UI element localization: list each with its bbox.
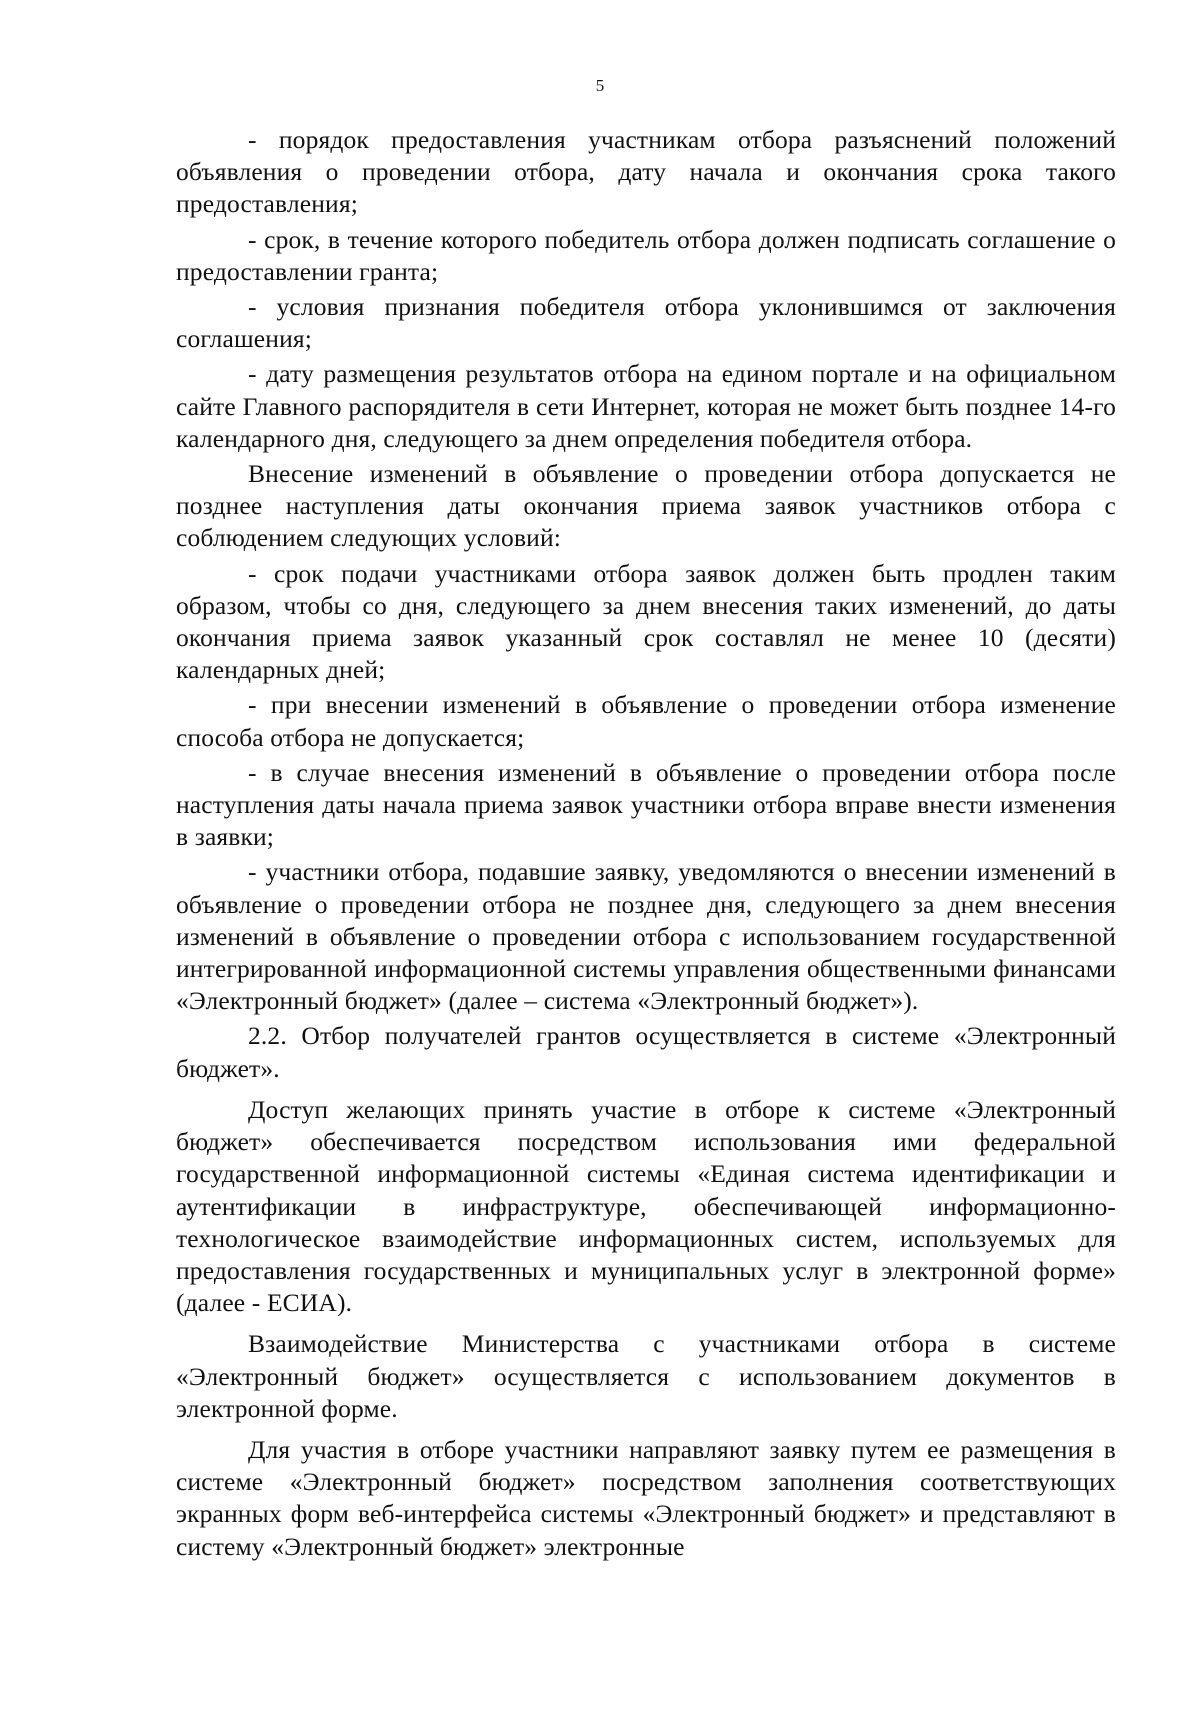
- paragraph: - условия признания победителя отбора уклонившимся от заключения соглашения;: [176, 292, 1116, 354]
- paragraph: - участники отбора, подавшие заявку, уведомляются о внесении изменений в объявление о проведении отбора не позднее дня, следующего за днем внесения изменений в объявление о проведении отбора с использованием государственной интегрированной информационной системы управления общественными финансами «Электронный бюджет» (далее – система «Электронный бюджет»).: [176, 857, 1116, 1016]
- paragraph: - в случае внесения изменений в объявление о проведении отбора после наступления даты начала приема заявок участники отбора вправе внести изменения в заявки;: [176, 757, 1116, 852]
- paragraph: - срок, в течение которого победитель отбора должен подписать соглашение о предоставлении гранта;: [176, 224, 1116, 286]
- paragraph: - срок подачи участниками отбора заявок должен быть продлен таким образом, чтобы со дня, следующего за днем внесения таких изменений, до даты окончания приема заявок указанный срок составлял не менее 10 (десяти) календарных дней;: [176, 558, 1116, 685]
- section-paragraph: 2.2. Отбор получателей грантов осуществляется в системе «Электронный бюджет».: [176, 1021, 1116, 1083]
- paragraph: - дату размещения результатов отбора на едином портале и на официальном сайте Главного распорядителя в сети Интернет, которая не может быть позднее 14-го календарного дня, следующего за днем определения победителя отбора.: [176, 359, 1116, 453]
- paragraph: Доступ желающих принять участие в отборе к системе «Электронный бюджет» обеспечивается посредством использования ими федеральной государственной информационной системы «Единая система идентификации и аутентификации в инфраструктуре, обеспечивающей информационно-технологическое взаимодействие информационных систем, используемых для предоставления государственных и муниципальных услуг в электронной форме» (далее - ЕСИА).: [176, 1094, 1116, 1318]
- paragraph: Для участия в отборе участники направляют заявку путем ее размещения в системе «Электронный бюджет» посредством заполнения соответствующих экранных форм веб-интерфейса системы «Электронный бюджет» и представляют в систему «Электронный бюджет» электронные: [176, 1434, 1116, 1561]
- paragraph: - порядок предоставления участникам отбора разъяснений положений объявления о проведении отбора, дату начала и окончания срока такого предоставления;: [176, 125, 1116, 219]
- page-number: 5: [595, 76, 605, 95]
- document-body: [176, 124, 1116, 1563]
- paragraph: Внесение изменений в объявление о проведении отбора допускается не позднее наступления даты окончания приема заявок участников отбора с соблюдением следующих условий:: [176, 459, 1116, 553]
- paragraph: Взаимодействие Министерства с участниками отбора в системе «Электронный бюджет» осуществляется с использованием документов в электронной форме.: [176, 1329, 1116, 1423]
- paragraph: - при внесении изменений в объявление о проведении отбора изменение способа отбора не допускается;: [176, 690, 1116, 752]
